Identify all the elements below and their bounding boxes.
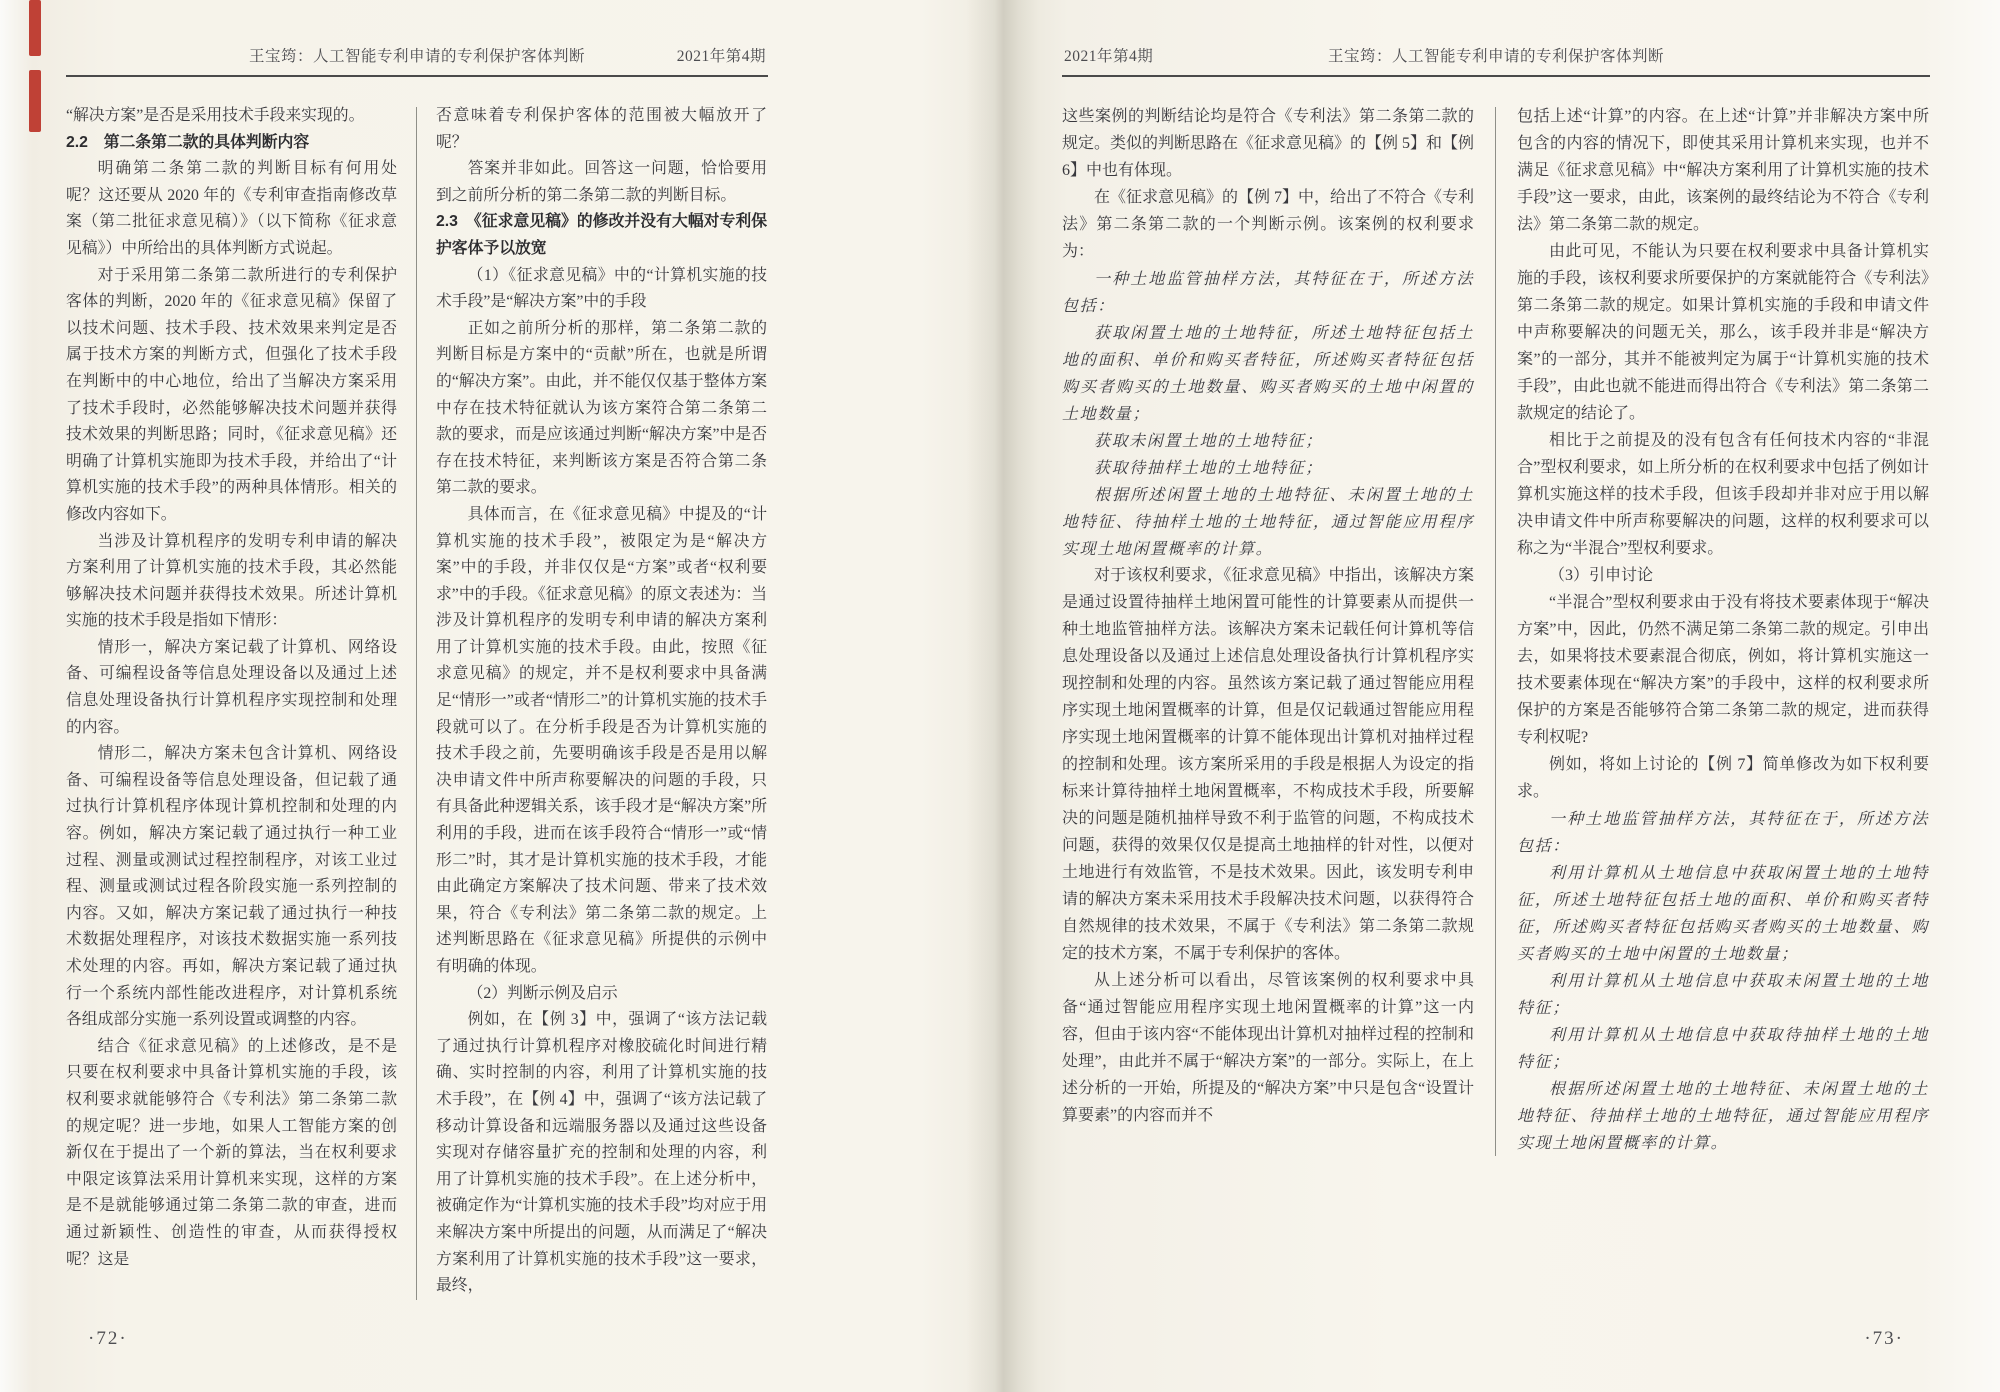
- paragraph: 相比于之前提及的没有包含有任何技术内容的“非混合”型权利要求，如上所分析的在权利要求中包括了例如计算机实施这样的技术手段，但该手段却并非对应于用以解决申请文件中所声称要解决的问题，这样的权利要求可以称之为“半混合”型权利要求。: [1517, 432, 1929, 557]
- page-gutter-shadow: [966, 0, 1038, 1392]
- running-title: 王宝筠：人工智能专利申请的专利保护客体判断: [248, 48, 586, 65]
- paragraph: “解决方案”是否是采用技术手段来实现的。: [66, 107, 365, 124]
- page-number: ·73·: [1864, 1328, 1904, 1349]
- paragraph: 在《征求意见稿》的【例 7】中，给出了不符合《专利法》第二条第二款的一个判断示例。该案例的权利要求为：: [1062, 189, 1475, 260]
- page-73: [1062, 36, 1930, 1356]
- claim-paragraph: 利用计算机从土地信息中获取闲置土地的土地特征，所述土地特征包括土地的面积、单价和购买者特征，所述购买者特征包括购买者购买的土地数量、购买者购买的土地中闲置的土地数量；: [1517, 863, 1929, 963]
- column-2: [436, 103, 767, 1300]
- header-rule: [66, 75, 768, 77]
- paragraph: 从上述分析可以看出，尽管该案例的权利要求中具备“通过智能应用程序实现土地闲置概率的计算”这一内容，但由于该内容“不能体现出计算机对抽样过程的控制和处理”，由此并不属于“解决方案”的一部分。实际上，在上述分析的一开始，所提及的“解决方案”中只是包含“设置计算要素”的内容而并不: [1062, 972, 1474, 1124]
- page-number: ·72·: [88, 1328, 128, 1349]
- claim-paragraph: 获取闲置土地的土地特征，所述土地特征包括土地的面积、单价和购买者特征，所述购买者特征包括购买者购买的土地数量、购买者购买的土地中闲置的土地数量；: [1062, 323, 1474, 423]
- scan-artifact-red-strip: [29, 70, 41, 132]
- paragraph: 明确第二条第二款的判断目标有何用处呢？这还要从 2020 年的《专利审查指南修改草案（第二批征求意见稿）》（以下简称《征求意见稿》）中所给出的具体判断方式说起。: [66, 160, 397, 257]
- column-2: [1517, 103, 1929, 1156]
- paragraph: 结合《征求意见稿》的上述修改，是不是只要在权利要求中具备计算机实施的手段，该权利要求就能够符合《专利法》第二条第二款的规定呢？进一步地，如果人工智能方案的创新仅在于提出了一个新的算法，当在权利要求中限定该算法采用计算机来实现，这样的方案是不是就能够通过第二条第二款的审查，进而通过新颖性、创造性的审查，从而获得授权呢？这是: [66, 1037, 397, 1268]
- paragraph: 对于采用第二条第二款所进行的专利保护客体的判断，2020 年的《征求意见稿》保留了以技术问题、技术手段、技术效果来判定是否属于技术方案的判断方式，但强化了技术手段在判断中的中心地位，给出了当解决方案采用了技术手段时，必然能够解决技术问题并获得技术效果的判断思路；同时，《征求意见稿》还明确了计算机实施即为技术手段，并给出了“计算机实施的技术手段”的两种具体情形。相关的修改内容如下。: [66, 266, 397, 523]
- paragraph: 对于该权利要求，《征求意见稿》中指出，该解决方案是通过设置待抽样土地闲置可能性的计算要素从而提供一种土地监管抽样方法。该解决方案未记载任何计算机等信息处理设备以及通过上述信息处理设备执行计算机程序实现控制和处理的内容。虽然该方案记载了通过智能应用程序实现土地闲置概率的计算，但是仅记载通过智能应用程序实现土地闲置概率的计算不能体现出计算机对抽样过程的控制和处理。该方案所采用的手段是根据人为设定的指标来计算待抽样土地闲置概率，不构成技术手段，所要解决的问题是随机抽样导致不利于监管的问题，不构成技术问题，获得的效果仅仅是提高土地抽样的针对性，以便对土地进行有效监管，不是技术效果。因此，该发明专利申请的解决方案未采用技术手段解决技术问题，以获得符合自然规律的技术效果，不属于《专利法》第二条第二款规定的技术方案，不属于专利保护的客体。: [1062, 567, 1474, 962]
- paragraph: 例如，在【例 3】中，强调了“该方法记载了通过执行计算机程序对橡胶硫化时间进行精确、实时控制的内容，利用了计算机实施的技术手段”，在【例 4】中，强调了“该方法记载了移动计算设备和远端服务器以及通过这些设备实现对存储容量扩充的控制和处理的内容，利用了计算机实施的技术手段”。在上述分析中，被确定作为“计算机实施的技术手段”均对应于用来解决方案中所提出的问题，从而满足了“解决方案利用了计算机实施的技术手段”这一要求，最终，: [436, 1011, 767, 1295]
- column-1: [1062, 103, 1474, 1156]
- scan-artifact-red-strip: [29, 0, 41, 56]
- column-divider: [416, 107, 417, 1300]
- claim-paragraph: 获取待抽样土地的土地特征；: [1094, 458, 1323, 477]
- claim-paragraph: 利用计算机从土地信息中获取未闲置土地的土地特征；: [1517, 971, 1929, 1017]
- column-1: [66, 103, 397, 1300]
- claim-paragraph: 获取未闲置土地的土地特征；: [1094, 431, 1323, 450]
- paragraph: 答案并非如此。回答这一问题，恰恰要用到之前所分析的第二条第二款的判断目标。: [436, 160, 767, 204]
- paragraph: 包括上述“计算”的内容。在上述“计算”并非解决方案中所包含的内容的情况下，即使其采用计算机来实现，也并不满足《征求意见稿》中“解决方案利用了计算机实施的技术手段”这一要求，由此，该案例的最终结论为不符合《专利法》第二条第二款的规定。: [1517, 108, 1929, 233]
- paragraph: 否意味着专利保护客体的范围被大幅放开了呢？: [436, 107, 767, 151]
- text-columns: [66, 103, 768, 1300]
- page-72: [66, 36, 768, 1356]
- paragraph: 由此可见，不能认为只要在权利要求中具备计算机实施的手段，该权利要求所要保护的方案就能符合《专利法》第二条第二款的规定。如果计算机实施的手段和申请文件中声称要解决的问题无关，那么，该手段并非是“解决方案”的一部分，其并不能被判定为属于“计算机实施的技术手段”，由此也就不能进而得出符合《专利法》第二条第二款规定的结论了。: [1517, 243, 1929, 422]
- header-rule: [1062, 75, 1930, 77]
- column-divider: [1495, 107, 1496, 1156]
- page-header: [66, 44, 768, 72]
- paragraph: 具体而言，在《征求意见稿》中提及的“计算机实施的技术手段”，被限定为是“解决方案”中的手段，并非仅仅是“方案”或者“权利要求”中的手段。《征求意见稿》的原文表述为：当涉及计算机程序的发明专利申请的解决方案利用了计算机实施的技术手段。由此，按照《征求意见稿》的规定，并不是权利要求中具备满足“情形一”或者“情形二”的计算机实施的技术手段就可以了。在分析手段是否为计算机实施的技术手段之前，先要明确该手段是否是用以解决申请文件中所声称要解决的问题的手段，只有具备此种逻辑关系，该手段才是“解决方案”所利用的手段，进而在该手段符合“情形一”或“情形二”时，其才是计算机实施的技术手段，才能由此确定方案解决了技术问题、带来了技术效果，符合《专利法》第二条第二款的规定。上述判断思路在《征求意见稿》所提供的示例中有明确的体现。: [436, 505, 767, 975]
- paragraph: 例如，将如上讨论的【例 7】简单修改为如下权利要求。: [1517, 756, 1929, 800]
- page-header: [1062, 44, 1930, 72]
- subsection-heading: （2）判断示例及启示: [467, 984, 618, 1002]
- text-columns: [1062, 103, 1930, 1156]
- paragraph: 这些案例的判断结论均是符合《专利法》第二条第二款的规定。类似的判断思路在《征求意见稿》的【例 5】和【例 6】中也有体现。: [1062, 108, 1475, 179]
- claim-paragraph: 根据所述闲置土地的土地特征、未闲置土地的土地特征、待抽样土地的土地特征，通过智能应用程序实现土地闲置概率的计算。: [1062, 485, 1474, 558]
- claim-paragraph: 一种土地监管抽样方法，其特征在于，所述方法包括：: [1517, 809, 1929, 855]
- claim-paragraph: 根据所述闲置土地的土地特征、未闲置土地的土地特征、待抽样土地的土地特征，通过智能应用程序实现土地闲置概率的计算。: [1517, 1079, 1929, 1152]
- claim-paragraph: 一种土地监管抽样方法，其特征在于，所述方法包括：: [1062, 269, 1474, 315]
- section-heading: 2.2 第二条第二款的具体判断内容: [66, 133, 310, 151]
- paragraph: “半混合”型权利要求由于没有将技术要素体现于“解决方案”中，因此，仍然不满足第二条第二款的规定。引申出去，如果将技术要素混合彻底，例如，将计算机实施这一技术要素体现在“解决方案”的手段中，这样的权利要求所保护的方案是否能够符合第二条第二款的规定，进而获得专利权呢?: [1517, 594, 1929, 746]
- claim-paragraph: 利用计算机从土地信息中获取待抽样土地的土地特征；: [1517, 1025, 1929, 1071]
- subsection-heading: （1）《征求意见稿》中的“计算机实施的技术手段”是“解决方案”中的手段: [436, 266, 767, 311]
- paragraph: 当涉及计算机程序的发明专利申请的解决方案利用了计算机实施的技术手段，其必然能够解决技术问题并获得技术效果。所述计算机实施的技术手段是指如下情形：: [66, 532, 397, 630]
- paragraph: 情形二，解决方案未包含计算机、网络设备、可编程设备等信息处理设备，但记载了通过执行计算机程序体现计算机控制和处理的内容。例如，解决方案记载了通过执行一种工业过程、测量或测试过程控制程序，对该工业过程、测量或测试过程各阶段实施一系列控制的内容。又如，解决方案记载了通过执行一种技术数据处理程序，对该技术数据实施一系列技术处理的内容。再如，解决方案记载了通过执行一个系统内部性能改进程序，对计算机系统各组成部分实施一系列设置或调整的内容。: [66, 745, 397, 1029]
- issue-label: 2021年第4期: [676, 48, 766, 65]
- issue-label: 2021年第4期: [1064, 48, 1154, 65]
- section-heading: 2.3 《征求意见稿》的修改并没有大幅对专利保护客体予以放宽: [436, 213, 767, 257]
- subsection-heading: （3）引申讨论: [1549, 567, 1654, 584]
- running-title: 王宝筠：人工智能专利申请的专利保护客体判断: [1327, 48, 1665, 65]
- paragraph: 情形一，解决方案记载了计算机、网络设备、可编程设备等信息处理设备以及通过上述信息处理设备执行计算机程序实现控制和处理的内容。: [66, 638, 397, 736]
- paragraph: 正如之前所分析的那样，第二条第二款的判断目标是方案中的“贡献”所在，也就是所谓的“解决方案”。由此，并不能仅仅基于整体方案中存在技术特征就认为该方案符合第二条第二款的要求，而是应该通过判断“解决方案”中是否存在技术特征，来判断该方案是否符合第二条第二款的要求。: [436, 319, 767, 497]
